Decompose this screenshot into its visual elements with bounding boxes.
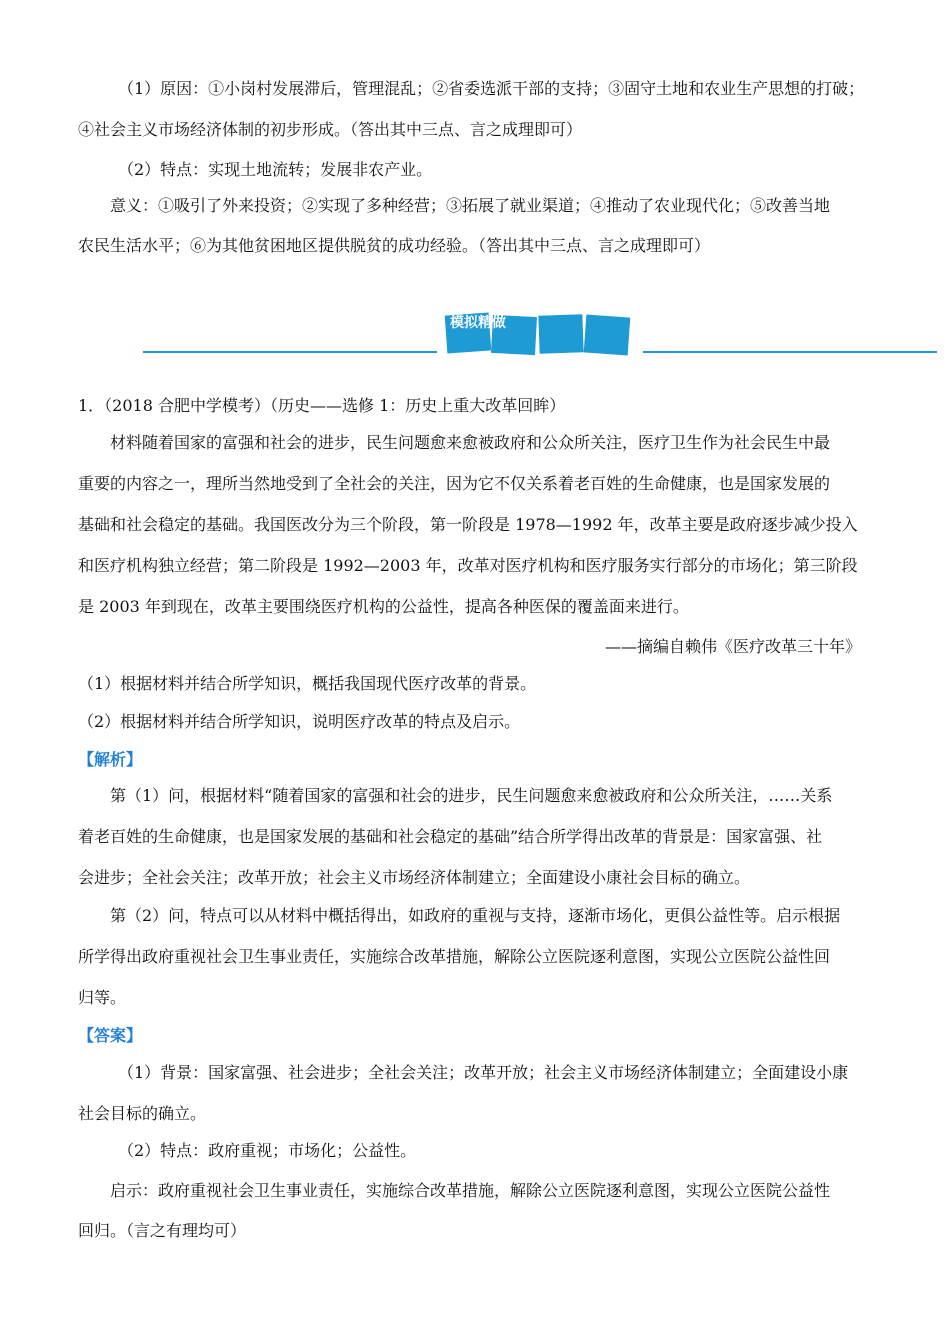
analysis-line-5: 所学得出政府重视社会卫生事业责任，实施综合改革措施，解除公立医院逐利意图，实现公立医院公益性回 [78,947,831,966]
material-line-3: 基础和社会稳定的基础。我国医改分为三个阶段，第一阶段是 1978—1992 年，改革主要是政府逐步减少投入 [78,515,858,534]
analysis-line-6: 归等。 [78,988,127,1007]
banner-tile-4 [584,315,631,356]
analysis-line-4: 第（2）问，特点可以从材料中概括得出，如政府的重视与支持，逐渐市场化，更俱公益性等。启示根据 [110,906,841,925]
material-line-5: 是 2003 年到现在，改革主要围绕医疗机构的公益性，提高各种医保的覆盖面来进行。 [78,597,689,616]
answer-line-1: （1）背景：国家富强、社会进步；全社会关注；改革开放；社会主义市场经济体制建立；全面建设小康 [118,1063,849,1082]
top-answer-line-4: 意义：①吸引了外来投资；②实现了多种经营；③拓展了就业渠道；④推动了农业现代化；⑤改善当地 [110,196,831,215]
top-answer-line-1: （1）原因：①小岗村发展滞后，管理混乱；②省委选派干部的支持；③固守土地和农业生产思想的打破； [118,79,865,98]
material-line-1: 材料随着国家的富强和社会的进步，民生问题愈来愈被政府和公众所关注，医疗卫生作为社会民生中最 [110,433,831,452]
answer-line-3: （2）特点：政府重视；市场化；公益性。 [118,1141,417,1160]
sub-question-1: （1）根据材料并结合所学知识，概括我国现代医疗改革的背景。 [78,674,537,693]
material-source: ——摘编自赖伟《医疗改革三十年》 [605,637,862,656]
answer-line-5: 回归。（言之有理均可） [78,1221,247,1240]
banner-tile-3 [538,314,583,354]
analysis-line-3: 会进步；全社会关注；改革开放；社会主义市场经济体制建立；全面建设小康社会目标的确立。 [78,868,751,887]
sub-question-2: （2）根据材料并结合所学知识，说明医疗改革的特点及启示。 [78,712,521,731]
answer-tag: 【答案】 [78,1026,143,1045]
question-header: 1．（2018 合肥中学模考）（历史——选修 1：历史上重大改革回眸） [78,396,566,415]
banner-left-rule [143,351,437,353]
analysis-tag: 【解析】 [78,750,143,769]
answer-line-2: 社会目标的确立。 [78,1104,207,1123]
top-answer-line-5: 农民生活水平；⑥为其他贫困地区提供脱贫的成功经验。（答出其中三点、言之成理即可） [78,236,711,255]
analysis-line-2: 着老百姓的生命健康，也是国家发展的基础和社会稳定的基础”结合所学得出改革的背景是：国家富强、社 [78,827,823,846]
top-answer-line-3: （2）特点：实现土地流转；发展非农产业。 [118,160,433,179]
material-line-4: 和医疗机构独立经营；第二阶段是 1992—2003 年，改革对医疗机构和医疗服务实行部分的市场化；第三阶段 [78,556,858,575]
banner-right-rule [643,351,937,353]
answer-line-4: 启示：政府重视社会卫生事业责任，实施综合改革措施，解除公立医院逐利意图，实现公立医院公益性 [110,1181,831,1200]
banner-label: 模拟精做 [450,315,506,331]
analysis-line-1: 第（1）问，根据材料“随着国家的富强和社会的进步，民生问题愈来愈被政府和公众所关注，……关系 [110,786,833,805]
material-line-2: 重要的内容之一，理所当然地受到了全社会的关注，因为它不仅关系着老百姓的生命健康，也是国家发展的 [78,474,831,493]
top-answer-line-2: ④社会主义市场经济体制的初步形成。（答出其中三点、言之成理即可） [78,120,583,139]
